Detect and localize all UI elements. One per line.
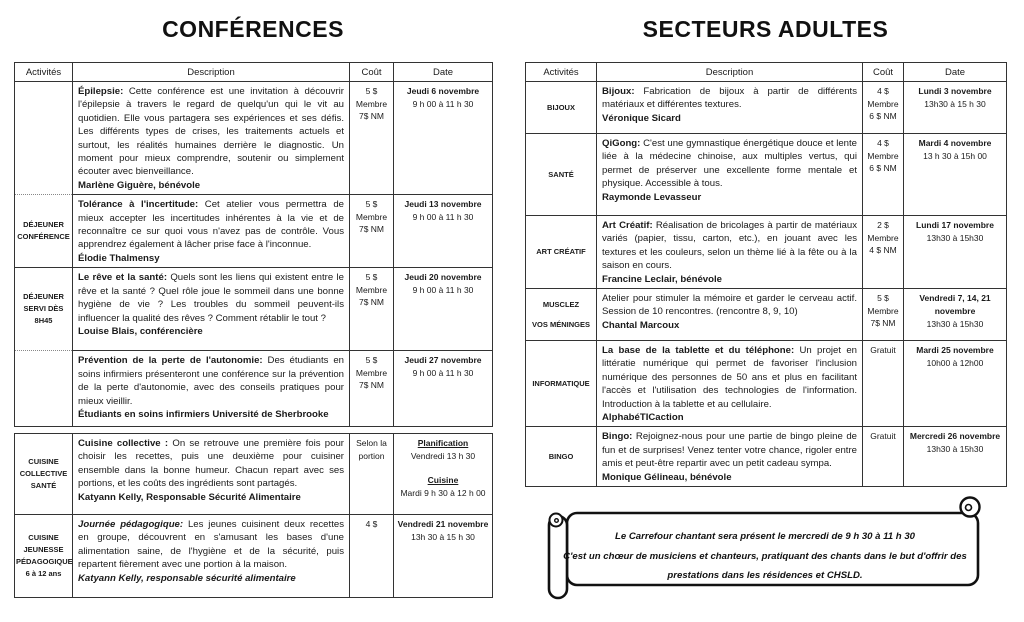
activity-cell [15, 82, 73, 195]
description-cell [597, 82, 863, 134]
description-presenter: Monique Gélineau, bénévole [602, 471, 732, 483]
description-body: Cet atelier vous permettra de mieux accepter les incertitudes inhérentes à la vie et de reconnaître ce sur quoi vous n'avez pas de contrôle. Vous apprendrez également à lâcher prise face à l'inconnue. [78, 199, 344, 251]
header-row [15, 63, 493, 82]
cost-cell: Gratuit [863, 341, 904, 427]
table-row [15, 434, 493, 515]
description-presenter: Francine Leclair, bénévole [602, 273, 722, 285]
description-body: Quels sont les liens qui existent entre le rêve et la santé ? Quel rôle joue le sommeil dans une bonne hygiène de vie ? Les troubles du sommeil peuvent-ils influencer la qualité des rêves ? Comment rétablir le tout ? [78, 272, 344, 324]
table-row [526, 134, 1007, 216]
table-row [526, 216, 1007, 289]
description-lead: Bingo: [602, 431, 633, 443]
date-cell: Mercredi 26 novembre 13h30 à 15h30 [904, 427, 1007, 487]
column-header: Coût [350, 63, 394, 82]
table-row [15, 515, 493, 598]
description-cell [597, 427, 863, 487]
column-header: Description [597, 63, 863, 82]
activity-cell: MUSCLEZ VOS MÉNINGES [526, 289, 597, 341]
description-lead: Journée pédagogique: [78, 519, 184, 530]
date-cell: Jeudi 13 novembre 9 h 00 à 11 h 30 [394, 195, 493, 268]
table-row [526, 289, 1007, 341]
carrefour-chantant-announcement [560, 527, 970, 586]
description-presenter: Katyann Kelly, responsable sécurité alimentaire [78, 572, 296, 584]
description-presenter: Étudiants en soins infirmiers Université de Sherbrooke [78, 408, 329, 420]
cuisine-table [14, 433, 493, 598]
description-cell [73, 351, 350, 427]
description-body: Un projet en littératie numérique qui permet de favoriser l'inclusion numérique des personnes de 50 ans et plus en facilitant l'accès et l'utilisation des technologies de l'information. Introduction à la tablette et au cellulaire. [602, 345, 858, 410]
activity-cell: BIJOUX [526, 82, 597, 134]
description-cell [597, 289, 863, 341]
date-cell: Mardi 25 novembre 10h00 à 12h00 [904, 341, 1007, 427]
header-row [526, 63, 1007, 82]
secteurs-adultes-table [525, 62, 1007, 487]
column-header: Description [73, 63, 350, 82]
description-presenter: Raymonde Levasseur [602, 191, 702, 203]
description-cell [597, 341, 863, 427]
description-body: Fabrication de bijoux à partir de différents matériaux et différentes textures. [602, 86, 858, 111]
description-lead: Cuisine collective : [78, 438, 169, 449]
column-header: Date [904, 63, 1007, 82]
cost-cell: 5 $ Membre 7$ NM [350, 351, 394, 427]
scroll-top-right-curl [961, 498, 980, 517]
description-cell [73, 82, 350, 195]
description-presenter: AlphabéTICaction [602, 412, 684, 424]
description-body: Atelier pour stimuler la mémoire et garder le cerveau actif. Session de 10 rencontres. (rencontre 8, 9, 10) [602, 293, 857, 318]
table-row [15, 82, 493, 195]
cost-cell: 5 $ Membre 7$ NM [350, 195, 394, 268]
secteurs-adultes-title: SECTEURS ADULTES [642, 16, 889, 42]
cost-cell: 2 $ Membre 4 $ NM [863, 216, 904, 289]
description-body: Cette conférence est une invitation à découvrir l'épilepsie à travers le regard de quelqu'un qui le vit au quotidien. Elle vous partagera ses expériences et ses défis. Les différents types de crises, les traitements actuels et surtout, les réalités humaines derrière le diagnostic. Un moment pour mieux comprendre, soutenir ou simplement écouter avec bienveillance. [78, 86, 344, 178]
cost-cell: 5 $ Membre 7$ NM [350, 268, 394, 351]
date-cell: Jeudi 6 novembre 9 h 00 à 11 h 30 [394, 82, 493, 195]
activity-cell [15, 351, 73, 427]
activity-cell: DÉJEUNER CONFÉRENCE [15, 195, 73, 268]
table-row [15, 195, 493, 268]
description-presenter: Marlène Giguère, bénévole [78, 179, 201, 191]
table-row [526, 341, 1007, 427]
description-presenter: Véronique Sicard [602, 112, 681, 124]
description-body: Des étudiants en soins infirmiers présenteront une conférence sur la prévention de la perte d'autonomie, avec des conseils pratiques pour mieux vieillir. [78, 355, 344, 407]
announcement-line: prestations dans les résidences et CHSLD. [667, 570, 863, 581]
description-presenter: Élodie Thalmensy [78, 252, 160, 264]
column-header: Date [394, 63, 493, 82]
column-header: Coût [863, 63, 904, 82]
description-body: Réalisation de bricolages à partir de matériaux variés (papier, tissu, carton, etc.), en jouant avec les textures et les couleurs, selon un thème lié à la fête ou à la saison en cours. [602, 220, 857, 272]
date-cell: Vendredi 7, 14, 21 novembre 13h30 à 15h30 [904, 289, 1007, 341]
activity-cell: CUISINE JEUNESSE PÉDAGOGIQUE 6 à 12 ans [15, 515, 73, 598]
description-cell [597, 134, 863, 216]
date-cell: Jeudi 27 novembre 9 h 00 à 11 h 30 [394, 351, 493, 427]
date-cell: Lundi 3 novembre 13h30 à 15 h 30 [904, 82, 1007, 134]
cost-cell: 4 $ [350, 515, 394, 598]
description-cell [73, 434, 350, 515]
cost-cell: 5 $ Membre 7$ NM [350, 82, 394, 195]
description-lead: Épilepsie: [78, 86, 124, 97]
description-lead: La base de la tablette et du téléphone: [602, 345, 795, 357]
description-presenter: Louise Blais, conférencière [78, 325, 203, 337]
date-cell: Lundi 17 novembre 13h30 à 15h30 [904, 216, 1007, 289]
cost-cell: 4 $ Membre 6 $ NM [863, 82, 904, 134]
description-cell [73, 515, 350, 598]
date-cell: Vendredi 21 novembre 13h 30 à 15 h 30 [394, 515, 493, 598]
announcement-line: Le Carrefour chantant sera présent le mercredi de 9 h 30 à 11 h 30 [614, 531, 916, 542]
description-presenter: Katyann Kelly, Responsable Sécurité Alimentaire [78, 491, 301, 503]
activity-cell: BINGO [526, 427, 597, 487]
scroll-left-curl [550, 514, 563, 527]
description-lead: Art Créatif: [602, 220, 653, 231]
column-header: Activités [15, 63, 73, 82]
activity-cell: INFORMATIQUE [526, 341, 597, 427]
cost-cell: Selon la portion [350, 434, 394, 515]
activity-cell: DÉJEUNER SERVI DÈS 8H45 [15, 268, 73, 351]
conferences-title: CONFÉRENCES [162, 16, 344, 42]
date-cell: Jeudi 20 novembre 9 h 00 à 11 h 30 [394, 268, 493, 351]
activity-cell: ART CRÉATIF [526, 216, 597, 289]
conferences-table [14, 62, 493, 427]
date-cell: Planification Vendredi 13 h 30 Cuisine Mardi 9 h 30 à 12 h 00 [394, 434, 493, 515]
table-row [526, 82, 1007, 134]
description-cell [73, 268, 350, 351]
table-row [15, 268, 493, 351]
column-header: Activités [526, 63, 597, 82]
table-row [15, 351, 493, 427]
announcement-line: C'est un chœur de musiciens et chanteurs, pratiquant des chants dans le but d'offrir des [563, 550, 967, 562]
description-lead: Le rêve et la santé: [78, 272, 168, 284]
cost-cell: 5 $ Membre 7$ NM [863, 289, 904, 341]
cost-cell: Gratuit [863, 427, 904, 487]
description-cell [597, 216, 863, 289]
description-lead: Bijoux: [602, 86, 635, 97]
description-lead: Tolérance à l'incertitude: [78, 199, 199, 211]
description-body: Les jeunes cuisinent deux recettes en groupe, découvrent en s'amusant les bases d'une alimentation saine, de l'hygiène et de la sécurité, puis repartent fièrement avec une portion à la maison. [78, 519, 344, 571]
description-lead: Prévention de la perte de l'autonomie: [78, 355, 263, 367]
description-cell [73, 195, 350, 268]
description-body: On se retrouve une première fois pour choisir les recettes, puis une deuxième pour cuisiner ensemble dans la bonne humeur. Chacun repart avec ses portions, et les coûts des ingrédients sont partagés. [78, 438, 345, 490]
activity-cell: CUISINE COLLECTIVE SANTÉ [15, 434, 73, 515]
table-row [526, 427, 1007, 487]
cost-cell: 4 $ Membre 6 $ NM [863, 134, 904, 216]
description-presenter: Chantal Marcoux [602, 319, 680, 331]
activity-cell: SANTÉ [526, 134, 597, 216]
description-body: C'est une gymnastique énergétique douce et lente liée à la médecine chinoise, aux multiples vertus, qui permet de préserver une excellente forme mentale et physique. Accessible à tous. [602, 138, 858, 190]
description-lead: QiGong: [602, 138, 641, 149]
date-cell: Mardi 4 novembre 13 h 30 à 15h 00 [904, 134, 1007, 216]
description-body: Rejoignez-nous pour une partie de bingo pleine de fun et de surprises! Venez tenter votre chance, rigoler entre amis et peut-être repartir avec un petit cadeau sympa. [602, 431, 857, 470]
